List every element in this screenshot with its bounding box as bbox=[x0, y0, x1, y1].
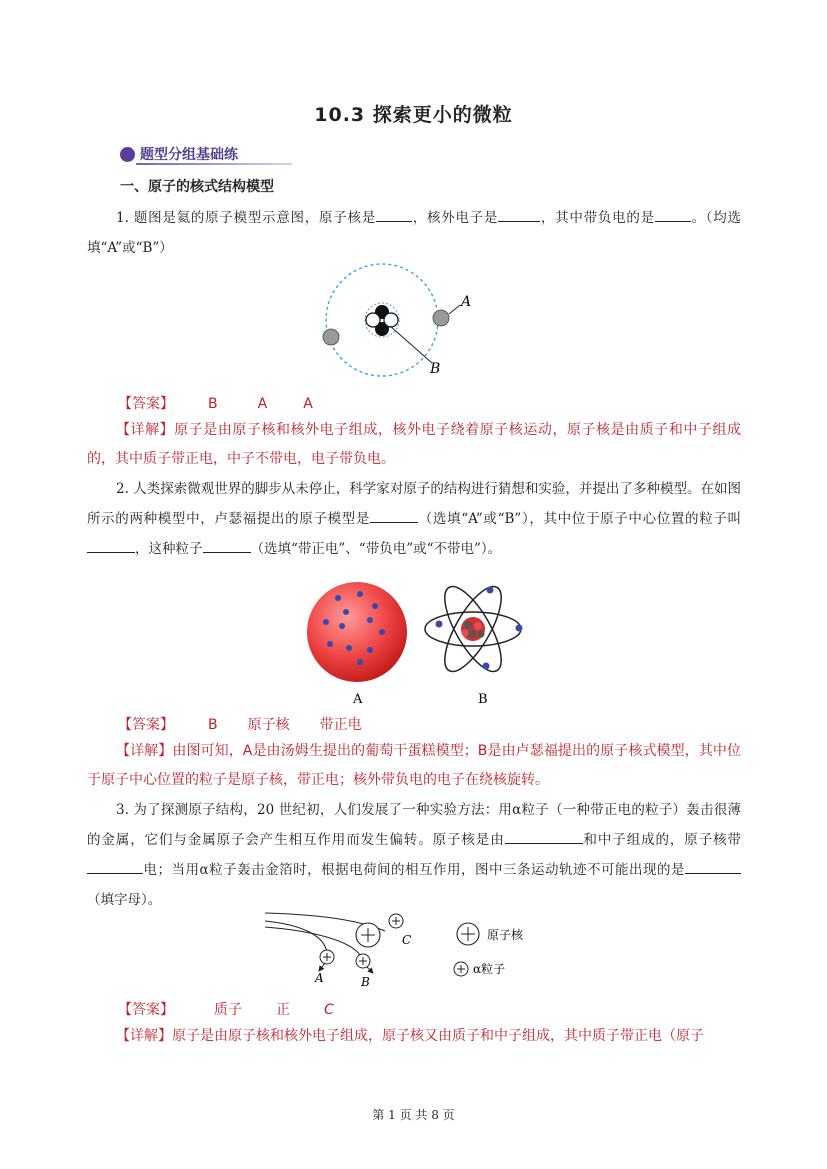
q3-answer-1: 质子 bbox=[214, 1002, 242, 1018]
detail-tag: 【详解】 bbox=[116, 422, 175, 438]
q2-text-2: （选填“A”或“B”），其中位于原子中心位置的粒子叫 bbox=[418, 511, 742, 527]
q1-detail bbox=[87, 416, 741, 474]
q1-text-4: 。（均选填“A”或“B”） bbox=[87, 210, 742, 256]
helium-nucleus bbox=[366, 305, 398, 336]
trajectory-b bbox=[265, 927, 360, 955]
q2-detail bbox=[87, 737, 741, 795]
q2-detail-text: 由图可知，A是由汤姆生提出的葡萄干蛋糕模型；B是由卢瑟福提出的原子核式模型，其中位于原子中心位置的粒子是原子核，带正电；核外带负电的电子在绕核旋转。 bbox=[87, 743, 741, 788]
trajectory-label-c: C bbox=[402, 933, 412, 947]
q1-answer-2: A bbox=[257, 396, 268, 412]
rutherford-model bbox=[425, 579, 523, 679]
banner-underline bbox=[136, 163, 292, 165]
electron-left bbox=[323, 329, 339, 345]
detail-tag: 【详解】 bbox=[116, 743, 173, 759]
q2-blank-3[interactable] bbox=[203, 538, 251, 553]
legend-alpha-label: α粒子 bbox=[473, 962, 506, 976]
q3-detail bbox=[87, 1022, 741, 1051]
plum-pudding-sphere bbox=[307, 582, 407, 682]
q1-blank-1[interactable] bbox=[376, 207, 412, 222]
question-2 bbox=[87, 474, 741, 564]
electron-orbit bbox=[326, 264, 441, 377]
q2-answer-2: 原子核 bbox=[247, 717, 290, 733]
question-1 bbox=[87, 203, 741, 263]
section-banner bbox=[120, 144, 292, 166]
alpha-particle-c bbox=[389, 914, 403, 928]
q1-text-3: ，其中带负电的是 bbox=[540, 210, 655, 226]
electron-right bbox=[433, 310, 449, 326]
q1-text-2: ，核外电子是 bbox=[411, 210, 499, 226]
banner-text: 题型分组基础练 bbox=[140, 147, 238, 163]
q2-answer bbox=[118, 714, 362, 734]
q2-answer-3: 带正电 bbox=[319, 717, 362, 733]
q1-text-1: 1. 题图是氦的原子模型示意图，原子核是 bbox=[116, 210, 376, 226]
q3-text-3: 电；当用α粒子轰击金箔时，根据电荷间的相互作用，图中三条运动轨迹不可能出现的是 bbox=[143, 862, 685, 878]
q2-text-3: ，这种粒子 bbox=[135, 541, 203, 557]
answer-tag: 【答案】 bbox=[118, 1002, 174, 1018]
label-b: B bbox=[430, 361, 441, 377]
q2-text-1: 2. 人类探索微观世界的脚步从未停止，科学家对原子的结构进行猜想和实验，并提出了多种模型。在如图所示的两种模型中，卢瑟福提出的原子模型是 bbox=[87, 481, 741, 527]
q1-answer-3: A bbox=[303, 396, 313, 412]
legend-alpha-icon bbox=[454, 962, 468, 976]
leader-line-b bbox=[390, 326, 432, 363]
answer-tag: 【答案】 bbox=[118, 396, 174, 412]
bullet-dot-icon bbox=[120, 147, 135, 162]
q2-blank-1[interactable] bbox=[370, 508, 418, 523]
trajectory-label-b: B bbox=[361, 975, 370, 989]
q1-answer bbox=[118, 393, 313, 413]
q1-answer-1: B bbox=[208, 396, 218, 412]
atom-models-figure bbox=[300, 578, 535, 708]
q3-answer-3: C bbox=[324, 1002, 334, 1018]
legend-nucleus-icon bbox=[457, 923, 479, 945]
page-title: 10.3 探索更小的微粒 bbox=[314, 104, 513, 126]
answer-tag: 【答案】 bbox=[118, 717, 174, 733]
helium-atom-diagram bbox=[310, 258, 490, 383]
section-heading: 一、原子的核式结构模型 bbox=[120, 179, 274, 195]
question-3 bbox=[87, 795, 741, 915]
model-label-a: A bbox=[353, 692, 363, 707]
leader-line-a bbox=[449, 305, 460, 314]
q3-text-4: （填字母）。 bbox=[87, 892, 162, 908]
alpha-particle-b bbox=[356, 954, 373, 973]
q2-text-4: （选填“带正电”、“带负电”或“不带电”）。 bbox=[250, 541, 502, 557]
alpha-particle-a bbox=[319, 950, 334, 971]
q1-detail-text: 原子是由原子核和核外电子组成，核外电子绕着原子核运动，原子核是由质子和中子组成的，其中质子带正电，中子不带电，电子带负电。 bbox=[87, 422, 742, 467]
q3-blank-1[interactable] bbox=[505, 829, 583, 844]
q3-blank-2[interactable] bbox=[87, 859, 143, 874]
alpha-scattering-figure bbox=[255, 905, 555, 990]
page-footer: 第 1 页 共 8 页 bbox=[372, 1108, 455, 1122]
q3-answer-2: 正 bbox=[276, 1002, 290, 1018]
label-a: A bbox=[461, 294, 472, 310]
trajectory-a bbox=[265, 921, 327, 953]
nucleus-center bbox=[356, 923, 380, 947]
legend-nucleus-label: 原子核 bbox=[487, 928, 524, 942]
model-label-b: B bbox=[478, 692, 488, 707]
detail-tag: 【详解】 bbox=[116, 1028, 172, 1044]
q1-blank-3[interactable] bbox=[655, 207, 691, 222]
q1-blank-2[interactable] bbox=[498, 207, 540, 222]
q3-text-2: 和中子组成的，原子核带 bbox=[582, 832, 742, 848]
q2-blank-2[interactable] bbox=[87, 538, 135, 553]
q3-blank-3[interactable] bbox=[685, 859, 741, 874]
trajectory-label-a: A bbox=[315, 971, 324, 985]
q3-detail-text: 原子是由原子核和核外电子组成，原子核又由质子和中子组成，其中质子带正电（原子 bbox=[172, 1028, 704, 1044]
q3-answer bbox=[118, 999, 334, 1019]
q3-text-1: 3. 为了探测原子结构，20 世纪初，人们发展了一种实验方法：用α粒子（一种带正电的粒子）轰击很薄的金属，它们与金属原子会产生相互作用而发生偏转。原子核是由 bbox=[87, 802, 741, 848]
q2-answer-1: B bbox=[208, 717, 218, 733]
